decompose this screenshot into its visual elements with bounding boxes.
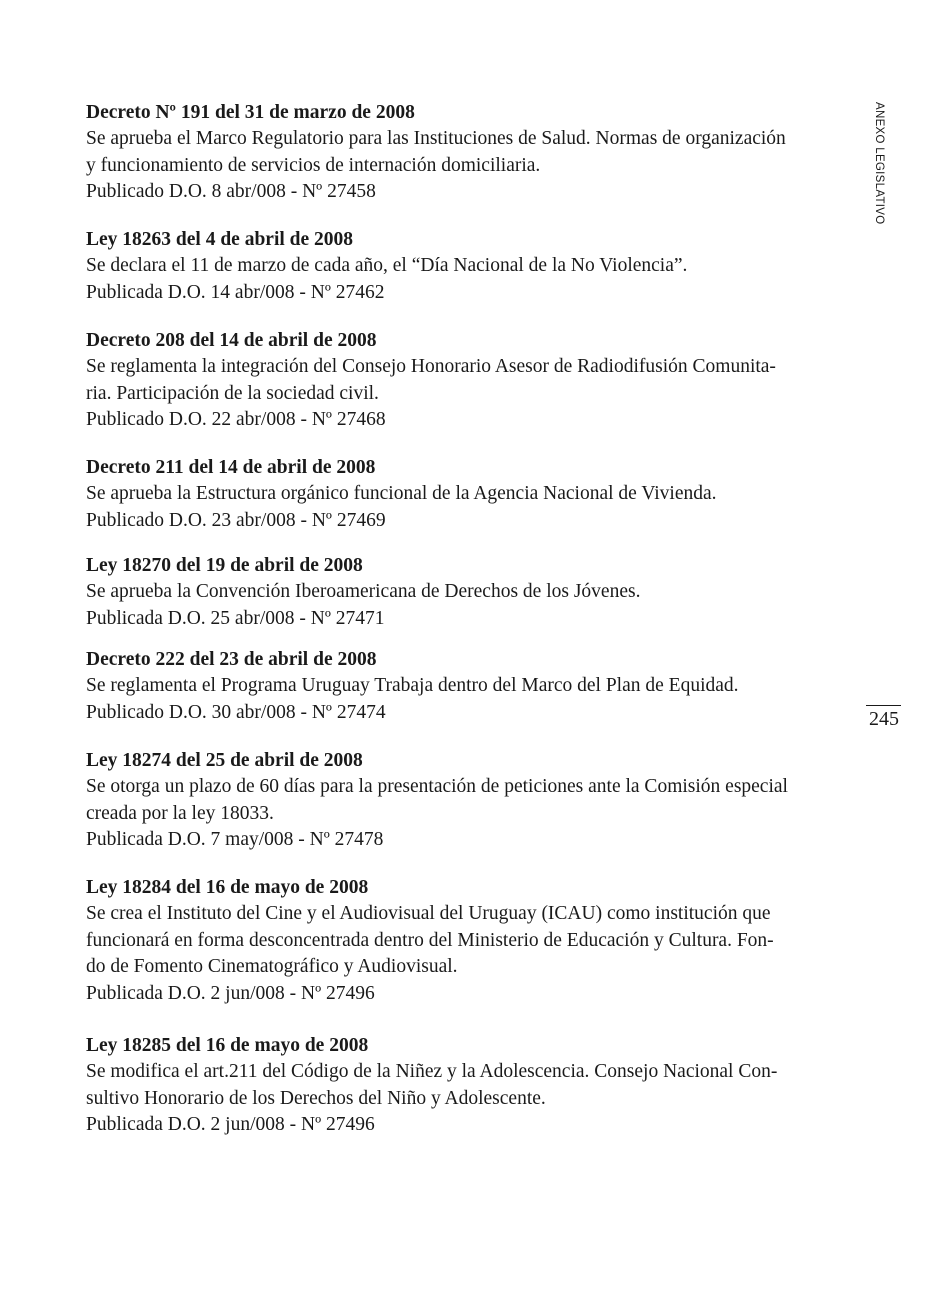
entry-line: Se aprueba el Marco Regulatorio para las Instituciones de Salud. Normas de organización	[86, 128, 786, 150]
entry-line: Se otorga un plazo de 60 días para la presentación de peticiones ante la Comisión especial	[86, 776, 788, 798]
legislation-entry	[86, 1033, 838, 1139]
page-number-rule	[866, 705, 901, 706]
legislation-entry	[86, 553, 838, 632]
entry-title: Decreto 208 del 14 de abril de 2008	[86, 330, 377, 351]
entry-line: ria. Participación de la sociedad civil.	[86, 382, 379, 404]
entry-title: Ley 18284 del 16 de mayo de 2008	[86, 877, 369, 898]
entry-publication: Publicado D.O. 22 abr/008 - Nº 27468	[86, 409, 386, 431]
entry-line: funcionará en forma desconcentrada dentro del Ministerio de Educación y Cultura. Fon-	[86, 929, 774, 951]
legislation-entry	[86, 100, 838, 206]
entry-title: Ley 18270 del 19 de abril de 2008	[86, 555, 363, 576]
legislation-entry	[86, 328, 838, 434]
entry-line: do de Fomento Cinematográfico y Audiovisual.	[86, 956, 458, 978]
legislation-entry	[86, 748, 838, 854]
entry-title: Decreto 211 del 14 de abril de 2008	[86, 457, 376, 478]
entry-line: Se aprueba la Convención Iberoamericana de Derechos de los Jóvenes.	[86, 581, 641, 603]
page-number: 245	[869, 708, 899, 730]
entry-publication: Publicada D.O. 2 jun/008 - Nº 27496	[86, 1114, 375, 1136]
legislation-entry	[86, 647, 838, 726]
entry-line: Se modifica el art.211 del Código de la Niñez y la Adolescencia. Consejo Nacional Con-	[86, 1061, 778, 1083]
entry-title: Decreto 222 del 23 de abril de 2008	[86, 649, 377, 670]
legislation-entry	[86, 875, 838, 1007]
legislation-entry	[86, 455, 838, 534]
entry-publication: Publicada D.O. 25 abr/008 - Nº 27471	[86, 607, 385, 629]
entry-line: Se aprueba la Estructura orgánico funcional de la Agencia Nacional de Vivienda.	[86, 483, 717, 505]
entry-title: Ley 18274 del 25 de abril de 2008	[86, 750, 363, 771]
entry-publication: Publicado D.O. 8 abr/008 - Nº 27458	[86, 181, 376, 203]
entry-publication: Publicada D.O. 2 jun/008 - Nº 27496	[86, 982, 375, 1004]
entry-publication: Publicada D.O. 7 may/008 - Nº 27478	[86, 829, 384, 851]
entry-line: Se reglamenta la integración del Consejo Honorario Asesor de Radiodifusión Comunita-	[86, 356, 776, 378]
entry-line: sultivo Honorario de los Derechos del Niño y Adolescente.	[86, 1087, 546, 1109]
entry-title: Ley 18263 del 4 de abril de 2008	[86, 229, 354, 250]
entry-line: Se crea el Instituto del Cine y el Audiovisual del Uruguay (ICAU) como institución que	[86, 903, 771, 925]
entry-line: Se reglamenta el Programa Uruguay Trabaja dentro del Marco del Plan de Equidad.	[86, 675, 739, 697]
entry-title: Ley 18285 del 16 de mayo de 2008	[86, 1035, 369, 1056]
legislation-entry	[86, 227, 838, 306]
entry-line: Se declara el 11 de marzo de cada año, el “Día Nacional de la No Violencia”.	[86, 255, 688, 277]
entry-publication: Publicada D.O. 14 abr/008 - Nº 27462	[86, 281, 385, 303]
entry-line: y funcionamiento de servicios de internación domiciliaria.	[86, 154, 541, 176]
entry-title: Decreto Nº 191 del 31 de marzo de 2008	[86, 102, 415, 123]
running-header-side-label: ANEXO LEGISLATIVO	[873, 102, 885, 225]
entry-line: creada por la ley 18033.	[86, 802, 274, 824]
entry-publication: Publicado D.O. 23 abr/008 - Nº 27469	[86, 509, 386, 531]
entry-publication: Publicado D.O. 30 abr/008 - Nº 27474	[86, 701, 386, 723]
